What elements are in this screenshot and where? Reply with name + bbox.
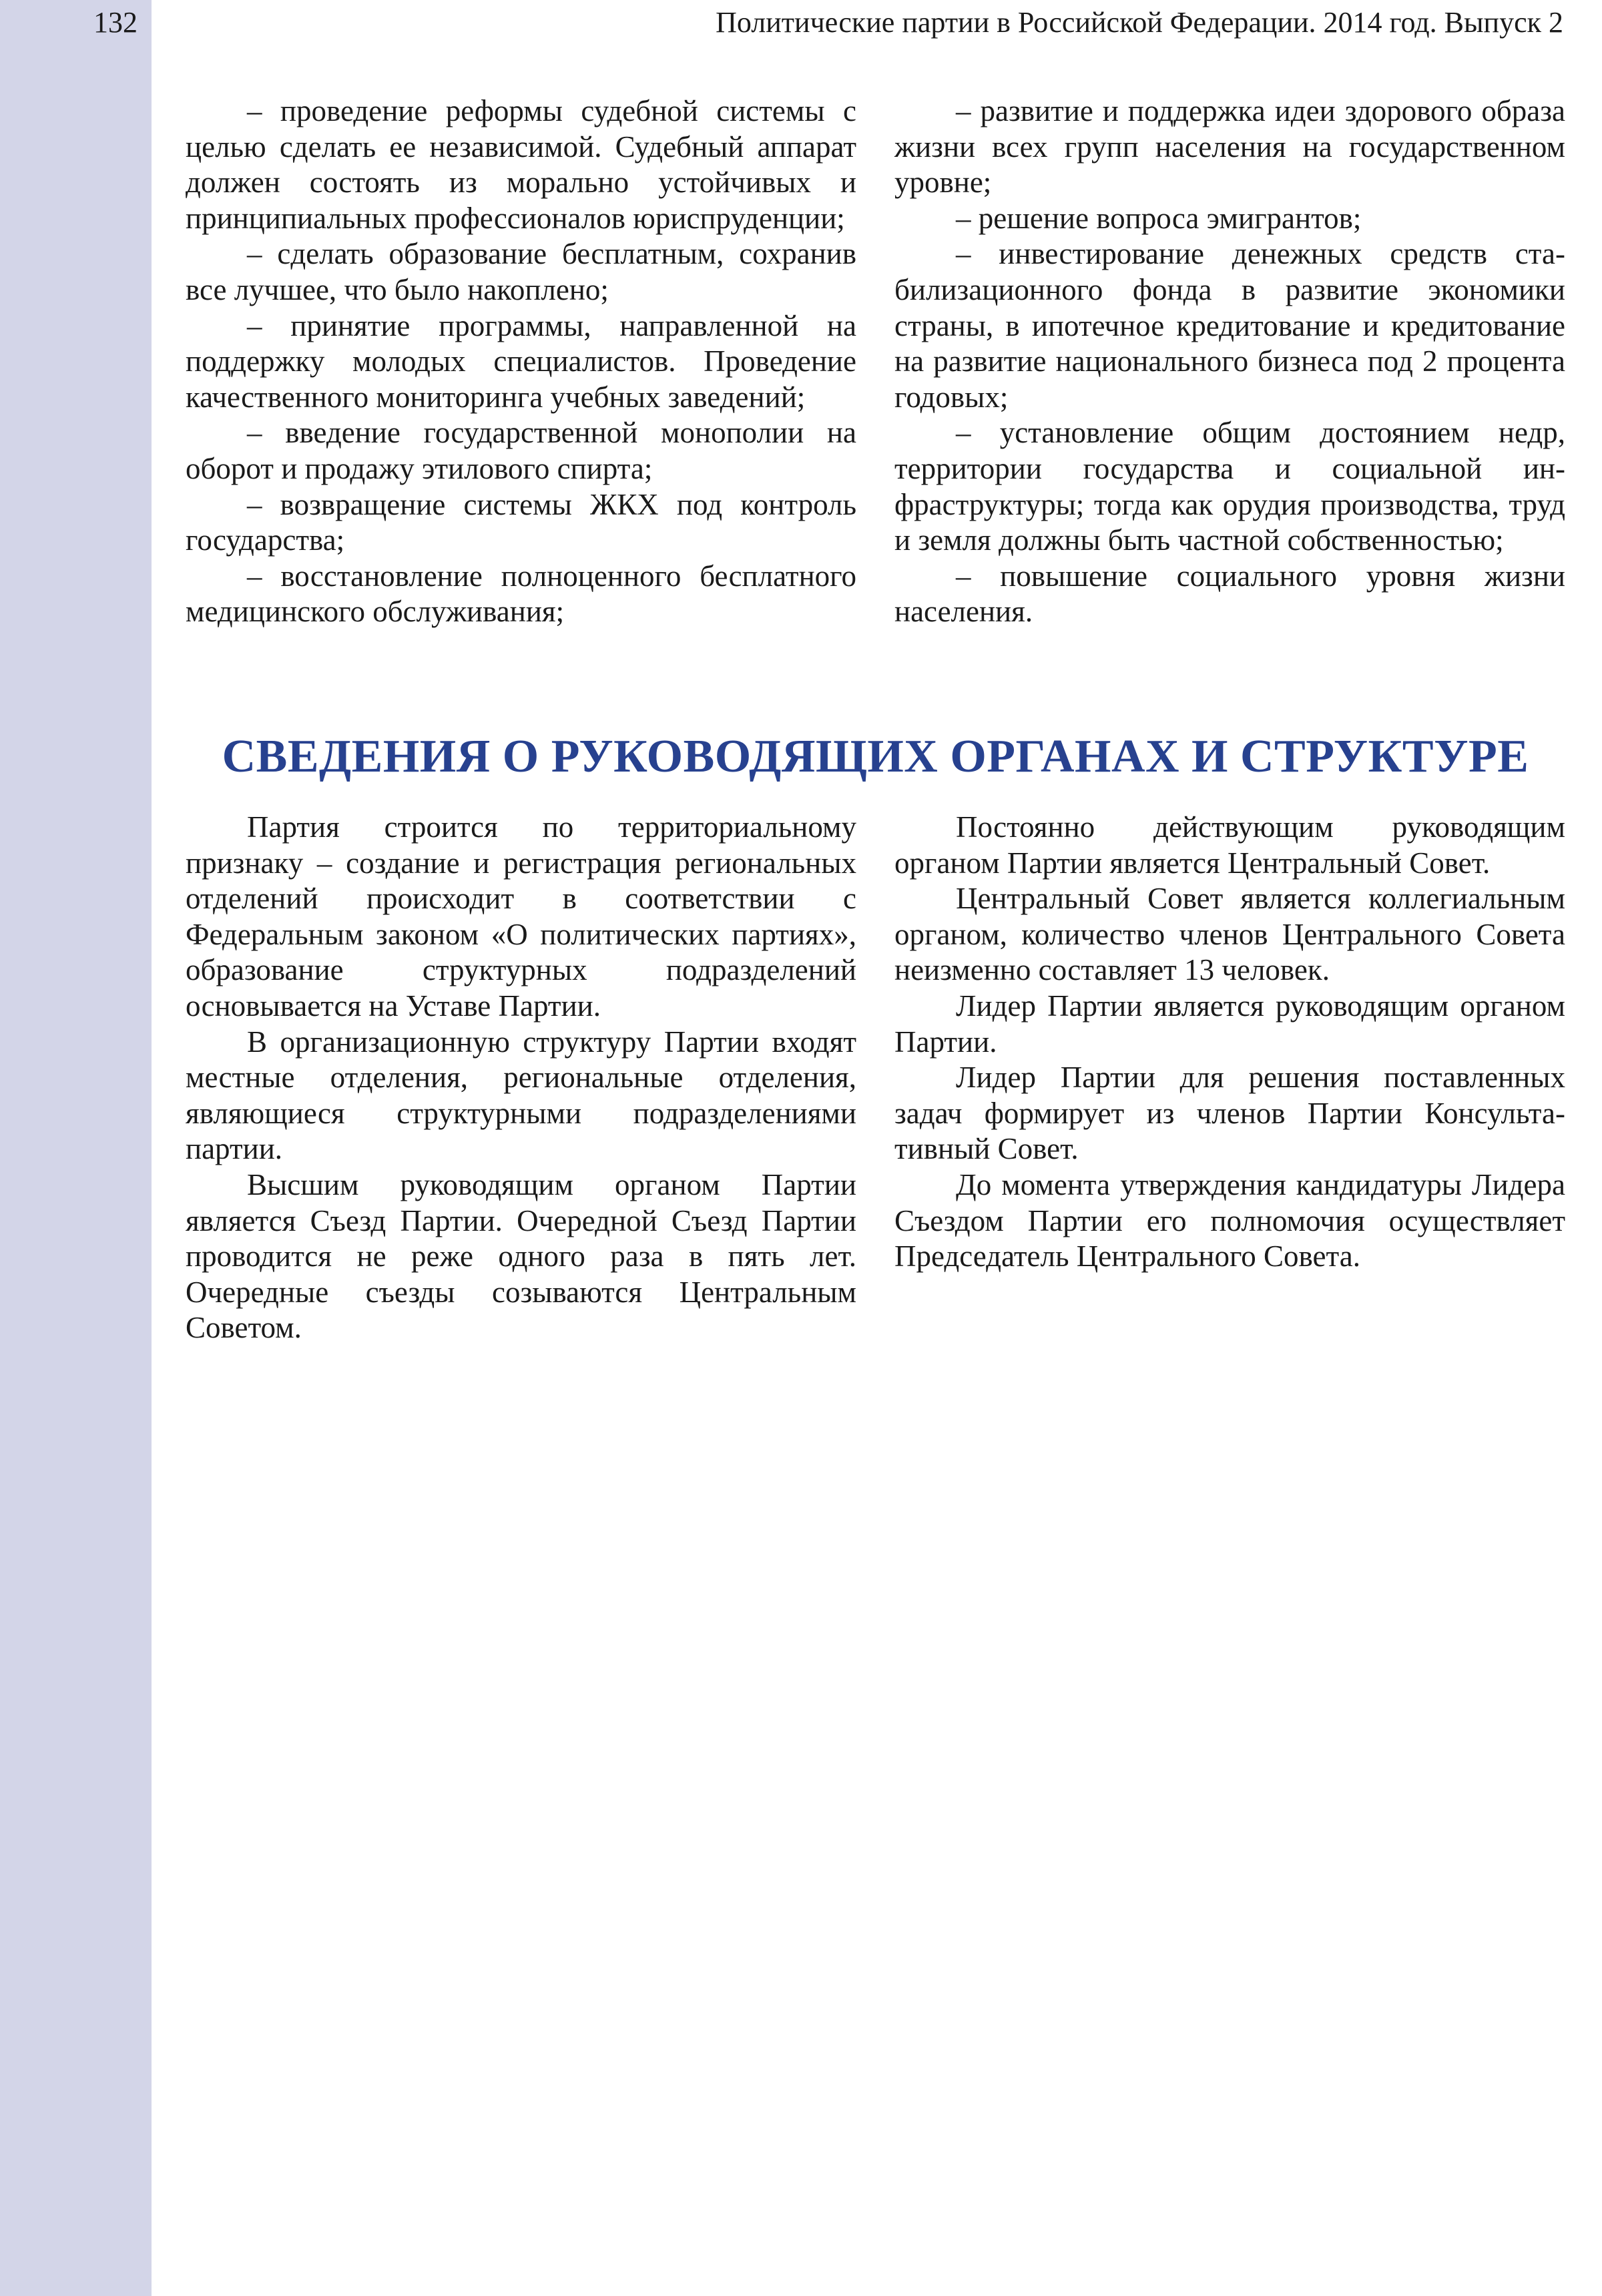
list-item: – решение вопроса эмигрантов; bbox=[956, 201, 1362, 235]
structure-text-left bbox=[186, 810, 856, 1346]
list-item: – введение государственной монополии на оборот и продажу этилового спирта; bbox=[186, 416, 856, 485]
list-item: – принятие программы, направленной на поддержку молодых специалистов. Проведение качественного мониторинга учебных заведений; bbox=[186, 308, 856, 414]
running-title: Политические партии в Российской Федерации. 2014 год. Выпуск 2 bbox=[716, 6, 1563, 39]
structure-text-right bbox=[894, 810, 1565, 1275]
paragraph: Постоянно действующим руководящим органом Партии является Центральный Совет. bbox=[894, 810, 1565, 880]
list-item: – сделать образование бесплатным, сохранив все лучшее, что было накоплено; bbox=[186, 237, 856, 306]
list-item: – повышение социального уровня жизни населения. bbox=[894, 559, 1565, 629]
page-number: 132 bbox=[93, 6, 138, 39]
section-heading: СВЕДЕНИЯ О РУКОВОДЯЩИХ ОРГАНАХ И СТРУКТУРЕ bbox=[222, 731, 1529, 782]
paragraph: Лидер Партии для решения поставленных задач формирует из членов Партии Консультативный Совет. bbox=[894, 1061, 1565, 1166]
paragraph: Высшим руководящим органом Партии является Съезд Партии. Очередной Съезд Партии проводится не реже одного раза в пять лет. Очередные съезды созываются Центральным Советом. bbox=[186, 1167, 856, 1345]
list-item: – развитие и поддержка идеи здорового образа жизни всех групп населения на государственном уровне; bbox=[894, 94, 1565, 200]
list-item: – возвращение системы ЖКХ под контроль государства; bbox=[186, 487, 856, 557]
list-item: – восстановление полноценного бесплатного медицинского обслуживания; bbox=[186, 559, 856, 629]
paragraph: Партия строится по территориальному признаку – создание и регистрация региональных отделений происходит в соответствии с Федеральным законом «О политических партиях», образование структурных подразделений основывается на Уставе Партии. bbox=[186, 810, 856, 1023]
program-list-right bbox=[894, 93, 1565, 630]
paragraph: До момента утверждения кандидатуры Лидера Съездом Партии его полномочия осуществляет Председатель Центрального Совета. bbox=[894, 1167, 1565, 1273]
margin-band bbox=[0, 0, 152, 2296]
program-list-left bbox=[186, 93, 856, 630]
paragraph: Лидер Партии является руководящим органом Партии. bbox=[894, 988, 1565, 1059]
list-item: – установление общим достоянием недр, территории государства и социальной инфраструктуры; тогда как орудия производства, труд и земля должны быть частной собственностью; bbox=[894, 416, 1565, 557]
paragraph: Центральный Совет является коллегиальным органом, количество членов Центрального Совета неизменно составляет 13 человек. bbox=[894, 882, 1565, 987]
list-item: – проведение реформы судебной системы с целью сделать ее независимой. Судебный аппарат должен состоять из морально устойчивых и принципиальных профессионалов юриспруденции; bbox=[186, 94, 856, 235]
list-item: – инвестирование денежных средств стабилизационного фонда в развитие экономики страны, в ипотечное кредитование и кредитование на развитие национального бизнеса под 2 процента годовых; bbox=[894, 237, 1565, 414]
paragraph: В организационную структуру Партии входят местные отделения, региональные отделения, являющиеся структурными подразделениями партии. bbox=[186, 1025, 856, 1166]
